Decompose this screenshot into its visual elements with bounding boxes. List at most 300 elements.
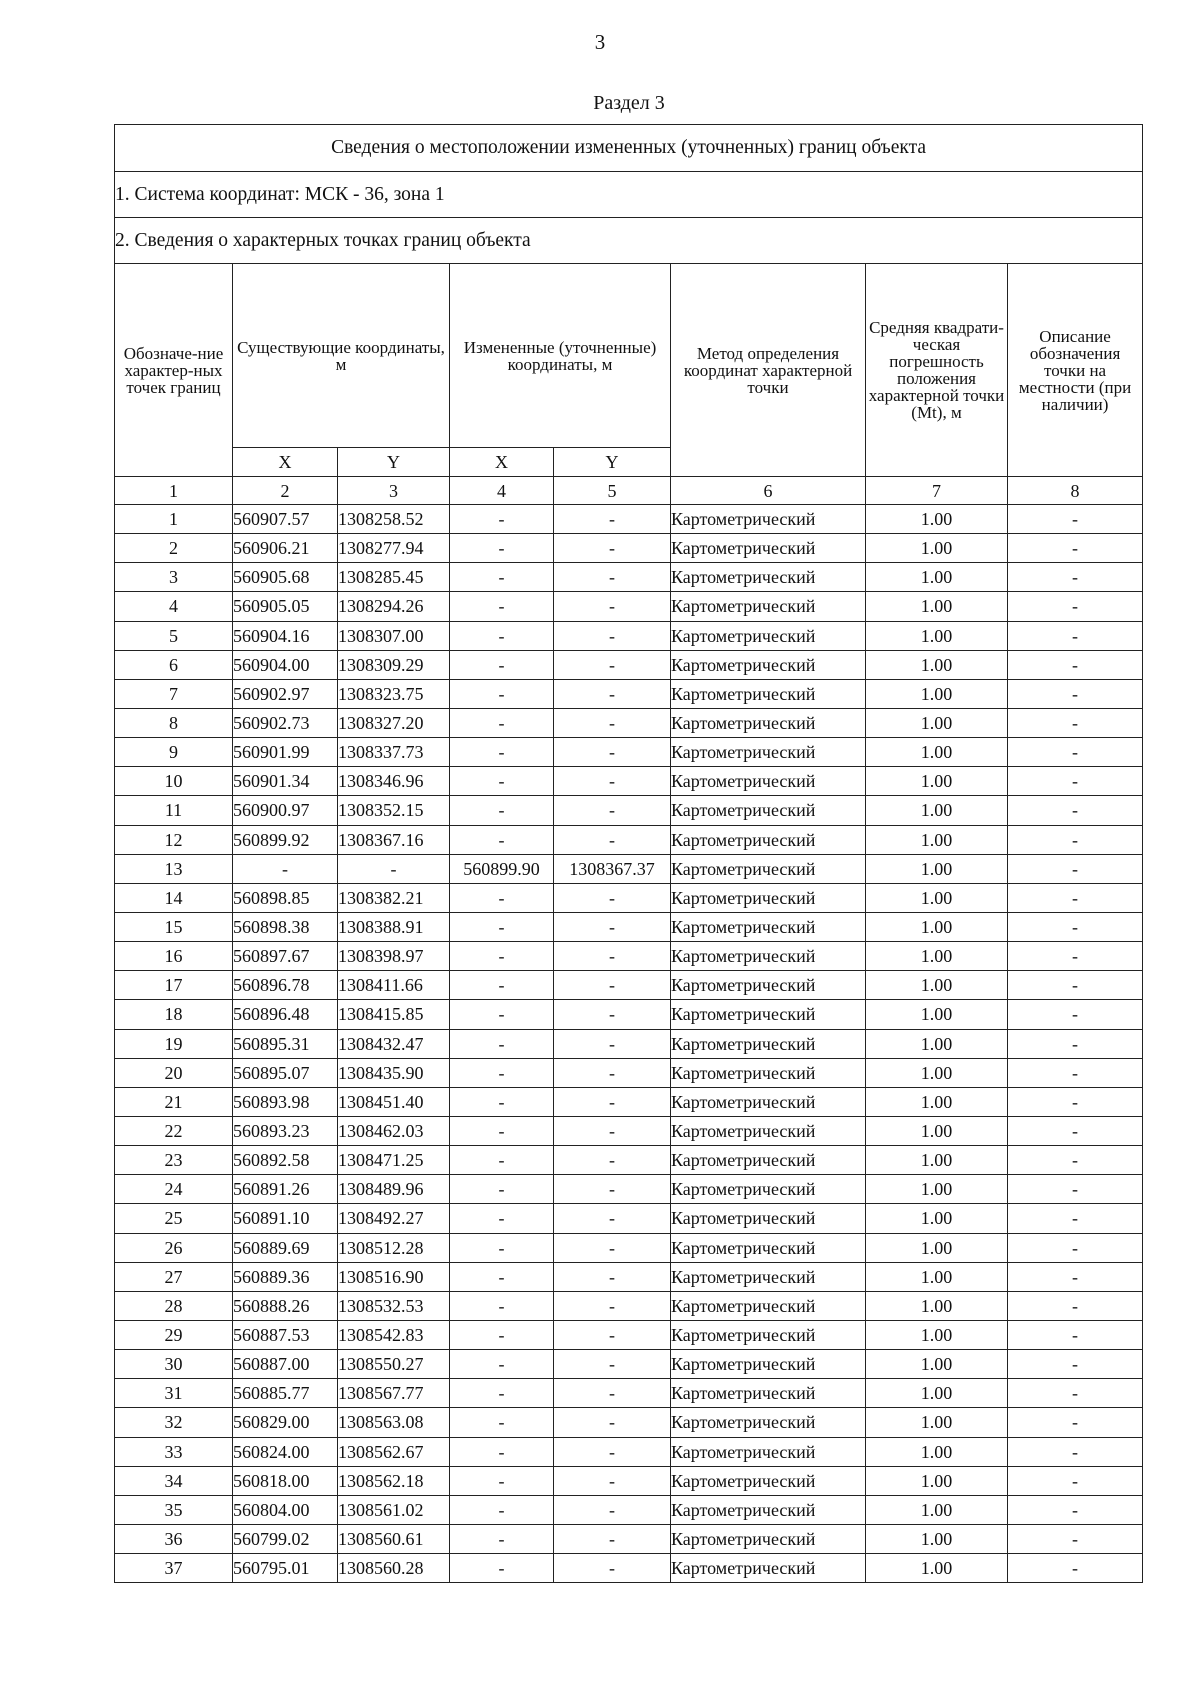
cell-changed-y: - xyxy=(554,592,671,621)
cell-method: Картометрический xyxy=(671,796,866,825)
table-row xyxy=(115,534,1143,563)
cell-description: - xyxy=(1008,854,1143,883)
cell-changed-x: - xyxy=(450,1320,554,1349)
column-number: 5 xyxy=(554,477,671,505)
cell-method: Картометрический xyxy=(671,1116,866,1145)
table-row xyxy=(115,1379,1143,1408)
cell-description: - xyxy=(1008,796,1143,825)
cell-description: - xyxy=(1008,1233,1143,1262)
cell-description: - xyxy=(1008,1320,1143,1349)
table-row xyxy=(115,679,1143,708)
table-row xyxy=(115,1058,1143,1087)
table-row xyxy=(115,621,1143,650)
table-row xyxy=(115,942,1143,971)
cell-changed-x: - xyxy=(450,1408,554,1437)
cell-description: - xyxy=(1008,1204,1143,1233)
cell-changed-y: - xyxy=(554,1495,671,1524)
cell-method: Картометрический xyxy=(671,738,866,767)
cell-changed-x: - xyxy=(450,505,554,534)
cell-changed-x: - xyxy=(450,1291,554,1320)
cell-changed-x: - xyxy=(450,912,554,941)
cell-method: Картометрический xyxy=(671,679,866,708)
cell-method: Картометрический xyxy=(671,1087,866,1116)
cell-changed-x: - xyxy=(450,1379,554,1408)
cell-changed-y: - xyxy=(554,621,671,650)
cell-point-id: 32 xyxy=(115,1408,233,1437)
cell-changed-x: - xyxy=(450,971,554,1000)
cell-method: Картометрический xyxy=(671,1495,866,1524)
cell-changed-y: - xyxy=(554,796,671,825)
cell-changed-x: - xyxy=(450,621,554,650)
cell-changed-x: - xyxy=(450,1000,554,1029)
cell-point-id: 25 xyxy=(115,1204,233,1233)
column-number: 3 xyxy=(338,477,450,505)
cell-description: - xyxy=(1008,825,1143,854)
cell-description: - xyxy=(1008,767,1143,796)
cell-changed-x: - xyxy=(450,650,554,679)
cell-point-id: 10 xyxy=(115,767,233,796)
cell-description: - xyxy=(1008,563,1143,592)
cell-existing-y: 1308294.26 xyxy=(338,592,450,621)
cell-existing-y: 1308512.28 xyxy=(338,1233,450,1262)
cell-error: 1.00 xyxy=(866,971,1008,1000)
cell-existing-x: 560889.36 xyxy=(233,1262,338,1291)
cell-point-id: 29 xyxy=(115,1320,233,1349)
cell-error: 1.00 xyxy=(866,505,1008,534)
cell-existing-x: 560898.38 xyxy=(233,912,338,941)
cell-changed-y: - xyxy=(554,1116,671,1145)
cell-error: 1.00 xyxy=(866,854,1008,883)
cell-error: 1.00 xyxy=(866,912,1008,941)
cell-description: - xyxy=(1008,1175,1143,1204)
cell-existing-x: 560891.10 xyxy=(233,1204,338,1233)
cell-description: - xyxy=(1008,1116,1143,1145)
section-title: Раздел 3 xyxy=(593,92,665,114)
cell-point-id: 12 xyxy=(115,825,233,854)
cell-description: - xyxy=(1008,592,1143,621)
cell-existing-y: 1308337.73 xyxy=(338,738,450,767)
header-existing-y: Y xyxy=(338,448,450,477)
cell-existing-x: 560893.23 xyxy=(233,1116,338,1145)
cell-error: 1.00 xyxy=(866,679,1008,708)
cell-point-id: 17 xyxy=(115,971,233,1000)
table-row xyxy=(115,1466,1143,1495)
cell-changed-x: - xyxy=(450,1146,554,1175)
cell-changed-y: - xyxy=(554,1524,671,1553)
cell-point-id: 31 xyxy=(115,1379,233,1408)
table-row xyxy=(115,1233,1143,1262)
cell-existing-y: 1308562.67 xyxy=(338,1437,450,1466)
header-description: Описание обозначения точки на местности (при наличии) xyxy=(1008,264,1143,477)
cell-existing-y: 1308285.45 xyxy=(338,563,450,592)
cell-existing-x: 560895.31 xyxy=(233,1029,338,1058)
table-row xyxy=(115,1262,1143,1291)
cell-existing-y: 1308542.83 xyxy=(338,1320,450,1349)
cell-changed-y: - xyxy=(554,883,671,912)
cell-existing-y: 1308411.66 xyxy=(338,971,450,1000)
cell-description: - xyxy=(1008,1466,1143,1495)
cell-existing-y: 1308352.15 xyxy=(338,796,450,825)
cell-existing-y: 1308532.53 xyxy=(338,1291,450,1320)
cell-description: - xyxy=(1008,1408,1143,1437)
cell-existing-x: 560902.73 xyxy=(233,708,338,737)
cell-point-id: 35 xyxy=(115,1495,233,1524)
cell-error: 1.00 xyxy=(866,1554,1008,1583)
cell-changed-x: - xyxy=(450,1524,554,1553)
cell-error: 1.00 xyxy=(866,942,1008,971)
table-row xyxy=(115,1087,1143,1116)
cell-point-id: 4 xyxy=(115,592,233,621)
cell-method: Картометрический xyxy=(671,650,866,679)
header-error: Средняя квадрати-ческая погрешность положения характерной точки (Mt), м xyxy=(866,264,1008,477)
cell-existing-y: - xyxy=(338,854,450,883)
table-row xyxy=(115,854,1143,883)
cell-changed-y: - xyxy=(554,971,671,1000)
header-changed-y: Y xyxy=(554,448,671,477)
cell-method: Картометрический xyxy=(671,1058,866,1087)
cell-description: - xyxy=(1008,1524,1143,1553)
cell-existing-x: 560889.69 xyxy=(233,1233,338,1262)
table-row xyxy=(115,1524,1143,1553)
cell-existing-y: 1308415.85 xyxy=(338,1000,450,1029)
header-existing-coords: Существующие координаты, м xyxy=(233,264,450,448)
cell-existing-x: 560829.00 xyxy=(233,1408,338,1437)
cell-existing-y: 1308563.08 xyxy=(338,1408,450,1437)
cell-error: 1.00 xyxy=(866,1000,1008,1029)
cell-description: - xyxy=(1008,1437,1143,1466)
cell-existing-y: 1308367.16 xyxy=(338,825,450,854)
cell-changed-y: - xyxy=(554,1029,671,1058)
cell-changed-x: - xyxy=(450,1437,554,1466)
cell-method: Картометрический xyxy=(671,592,866,621)
cell-error: 1.00 xyxy=(866,1146,1008,1175)
cell-point-id: 19 xyxy=(115,1029,233,1058)
cell-method: Картометрический xyxy=(671,1320,866,1349)
cell-existing-y: 1308309.29 xyxy=(338,650,450,679)
table-row xyxy=(115,1320,1143,1349)
cell-point-id: 1 xyxy=(115,505,233,534)
cell-changed-y: - xyxy=(554,767,671,796)
table-row xyxy=(115,708,1143,737)
cell-changed-x: - xyxy=(450,1495,554,1524)
cell-changed-x: - xyxy=(450,1204,554,1233)
cell-description: - xyxy=(1008,650,1143,679)
cell-existing-x: 560896.48 xyxy=(233,1000,338,1029)
cell-changed-x: - xyxy=(450,796,554,825)
cell-method: Картометрический xyxy=(671,1146,866,1175)
cell-existing-x: 560905.68 xyxy=(233,563,338,592)
table-row xyxy=(115,1000,1143,1029)
cell-error: 1.00 xyxy=(866,1116,1008,1145)
table-row xyxy=(115,1116,1143,1145)
cell-method: Картометрический xyxy=(671,534,866,563)
header-method: Метод определения координат характерной точки xyxy=(671,264,866,477)
cell-existing-y: 1308327.20 xyxy=(338,708,450,737)
cell-description: - xyxy=(1008,1350,1143,1379)
cell-existing-x: 560885.77 xyxy=(233,1379,338,1408)
cell-point-id: 7 xyxy=(115,679,233,708)
cell-description: - xyxy=(1008,621,1143,650)
cell-changed-y: - xyxy=(554,1320,671,1349)
table-title: Сведения о местоположении измененных (уточненных) границ объекта xyxy=(115,125,1143,172)
cell-changed-y: - xyxy=(554,1437,671,1466)
cell-error: 1.00 xyxy=(866,1233,1008,1262)
column-number: 6 xyxy=(671,477,866,505)
cell-changed-y: - xyxy=(554,1379,671,1408)
cell-description: - xyxy=(1008,1000,1143,1029)
cell-point-id: 16 xyxy=(115,942,233,971)
cell-changed-x: - xyxy=(450,708,554,737)
cell-error: 1.00 xyxy=(866,592,1008,621)
cell-point-id: 27 xyxy=(115,1262,233,1291)
cell-point-id: 37 xyxy=(115,1554,233,1583)
cell-error: 1.00 xyxy=(866,1204,1008,1233)
cell-error: 1.00 xyxy=(866,1408,1008,1437)
column-number-row xyxy=(115,477,1143,505)
cell-point-id: 24 xyxy=(115,1175,233,1204)
cell-existing-y: 1308432.47 xyxy=(338,1029,450,1058)
cell-error: 1.00 xyxy=(866,708,1008,737)
table-row xyxy=(115,650,1143,679)
cell-point-id: 6 xyxy=(115,650,233,679)
cell-error: 1.00 xyxy=(866,1466,1008,1495)
page-number: 3 xyxy=(594,30,606,54)
table-row xyxy=(115,1495,1143,1524)
cell-error: 1.00 xyxy=(866,767,1008,796)
cell-changed-x: - xyxy=(450,1116,554,1145)
cell-changed-x: - xyxy=(450,592,554,621)
cell-changed-x: - xyxy=(450,883,554,912)
cell-existing-y: 1308435.90 xyxy=(338,1058,450,1087)
cell-changed-y: - xyxy=(554,1233,671,1262)
cell-point-id: 34 xyxy=(115,1466,233,1495)
cell-point-id: 36 xyxy=(115,1524,233,1553)
cell-changed-y: - xyxy=(554,679,671,708)
table-row xyxy=(115,738,1143,767)
cell-description: - xyxy=(1008,1379,1143,1408)
cell-changed-x: - xyxy=(450,738,554,767)
cell-method: Картометрический xyxy=(671,1262,866,1291)
column-number: 1 xyxy=(115,477,233,505)
cell-changed-x: - xyxy=(450,534,554,563)
cell-changed-y: - xyxy=(554,1146,671,1175)
header-changed-coords: Измененные (уточненные) координаты, м xyxy=(450,264,671,448)
cell-error: 1.00 xyxy=(866,621,1008,650)
cell-existing-y: 1308451.40 xyxy=(338,1087,450,1116)
cell-existing-y: 1308307.00 xyxy=(338,621,450,650)
cell-changed-x: - xyxy=(450,942,554,971)
cell-description: - xyxy=(1008,1146,1143,1175)
cell-existing-y: 1308567.77 xyxy=(338,1379,450,1408)
cell-changed-x: - xyxy=(450,679,554,708)
cell-existing-y: 1308398.97 xyxy=(338,942,450,971)
cell-existing-y: 1308471.25 xyxy=(338,1146,450,1175)
table-row xyxy=(115,563,1143,592)
cell-changed-y: - xyxy=(554,1204,671,1233)
cell-method: Картометрический xyxy=(671,1437,866,1466)
cell-error: 1.00 xyxy=(866,1175,1008,1204)
cell-error: 1.00 xyxy=(866,825,1008,854)
cell-description: - xyxy=(1008,738,1143,767)
cell-method: Картометрический xyxy=(671,1466,866,1495)
cell-changed-x: 560899.90 xyxy=(450,854,554,883)
table-row xyxy=(115,1350,1143,1379)
cell-method: Картометрический xyxy=(671,854,866,883)
cell-point-id: 8 xyxy=(115,708,233,737)
table-row xyxy=(115,796,1143,825)
cell-description: - xyxy=(1008,912,1143,941)
cell-description: - xyxy=(1008,883,1143,912)
cell-point-id: 21 xyxy=(115,1087,233,1116)
cell-description: - xyxy=(1008,1029,1143,1058)
table-row xyxy=(115,505,1143,534)
cell-existing-x: 560904.00 xyxy=(233,650,338,679)
cell-point-id: 22 xyxy=(115,1116,233,1145)
cell-method: Картометрический xyxy=(671,767,866,796)
cell-method: Картометрический xyxy=(671,883,866,912)
cell-description: - xyxy=(1008,708,1143,737)
cell-error: 1.00 xyxy=(866,1058,1008,1087)
cell-existing-x: 560888.26 xyxy=(233,1291,338,1320)
cell-point-id: 20 xyxy=(115,1058,233,1087)
cell-changed-x: - xyxy=(450,563,554,592)
table-row xyxy=(115,1029,1143,1058)
cell-existing-x: 560899.92 xyxy=(233,825,338,854)
cell-existing-x: 560893.98 xyxy=(233,1087,338,1116)
cell-description: - xyxy=(1008,1291,1143,1320)
cell-method: Картометрический xyxy=(671,1379,866,1408)
header-changed-x: X xyxy=(450,448,554,477)
cell-existing-y: 1308550.27 xyxy=(338,1350,450,1379)
cell-method: Картометрический xyxy=(671,563,866,592)
table-row xyxy=(115,767,1143,796)
cell-changed-y: - xyxy=(554,534,671,563)
table-row xyxy=(115,1408,1143,1437)
cell-error: 1.00 xyxy=(866,650,1008,679)
cell-point-id: 33 xyxy=(115,1437,233,1466)
cell-changed-y: - xyxy=(554,505,671,534)
cell-changed-y: 1308367.37 xyxy=(554,854,671,883)
cell-existing-x: 560892.58 xyxy=(233,1146,338,1175)
cell-point-id: 28 xyxy=(115,1291,233,1320)
cell-changed-y: - xyxy=(554,738,671,767)
cell-method: Картометрический xyxy=(671,1204,866,1233)
cell-error: 1.00 xyxy=(866,1029,1008,1058)
cell-changed-x: - xyxy=(450,1466,554,1495)
cell-error: 1.00 xyxy=(866,883,1008,912)
cell-method: Картометрический xyxy=(671,1291,866,1320)
cell-existing-x: 560900.97 xyxy=(233,796,338,825)
cell-existing-y: 1308382.21 xyxy=(338,883,450,912)
cell-existing-x: 560901.99 xyxy=(233,738,338,767)
cell-changed-y: - xyxy=(554,1466,671,1495)
cell-description: - xyxy=(1008,942,1143,971)
cell-description: - xyxy=(1008,971,1143,1000)
cell-existing-y: 1308388.91 xyxy=(338,912,450,941)
cell-changed-y: - xyxy=(554,650,671,679)
table-body xyxy=(115,505,1143,1583)
cell-method: Картометрический xyxy=(671,825,866,854)
cell-method: Картометрический xyxy=(671,708,866,737)
cell-error: 1.00 xyxy=(866,1437,1008,1466)
cell-error: 1.00 xyxy=(866,1087,1008,1116)
cell-method: Картометрический xyxy=(671,912,866,941)
cell-changed-x: - xyxy=(450,1350,554,1379)
cell-existing-x: 560887.00 xyxy=(233,1350,338,1379)
cell-point-id: 26 xyxy=(115,1233,233,1262)
cell-point-id: 3 xyxy=(115,563,233,592)
column-number: 2 xyxy=(233,477,338,505)
table-row xyxy=(115,1204,1143,1233)
cell-method: Картометрический xyxy=(671,1000,866,1029)
cell-error: 1.00 xyxy=(866,1350,1008,1379)
table-row xyxy=(115,1291,1143,1320)
cell-existing-y: 1308560.61 xyxy=(338,1524,450,1553)
cell-error: 1.00 xyxy=(866,1524,1008,1553)
cell-method: Картометрический xyxy=(671,505,866,534)
points-heading: 2. Сведения о характерных точках границ объекта xyxy=(115,218,1143,264)
cell-method: Картометрический xyxy=(671,1350,866,1379)
cell-point-id: 18 xyxy=(115,1000,233,1029)
cell-error: 1.00 xyxy=(866,1320,1008,1349)
cell-error: 1.00 xyxy=(866,796,1008,825)
cell-point-id: 15 xyxy=(115,912,233,941)
cell-changed-y: - xyxy=(554,1058,671,1087)
cell-changed-y: - xyxy=(554,825,671,854)
cell-existing-x: 560799.02 xyxy=(233,1524,338,1553)
cell-existing-x: 560818.00 xyxy=(233,1466,338,1495)
table-row xyxy=(115,912,1143,941)
cell-existing-x: 560907.57 xyxy=(233,505,338,534)
cell-existing-y: 1308560.28 xyxy=(338,1554,450,1583)
table-row xyxy=(115,1437,1143,1466)
cell-existing-x: 560891.26 xyxy=(233,1175,338,1204)
cell-method: Картометрический xyxy=(671,971,866,1000)
cell-point-id: 14 xyxy=(115,883,233,912)
cell-description: - xyxy=(1008,1262,1143,1291)
cell-existing-y: 1308346.96 xyxy=(338,767,450,796)
cell-existing-y: 1308492.27 xyxy=(338,1204,450,1233)
cell-changed-x: - xyxy=(450,1233,554,1262)
cell-changed-x: - xyxy=(450,1262,554,1291)
cell-error: 1.00 xyxy=(866,1495,1008,1524)
cell-existing-x: 560887.53 xyxy=(233,1320,338,1349)
cell-error: 1.00 xyxy=(866,534,1008,563)
cell-changed-y: - xyxy=(554,1000,671,1029)
cell-description: - xyxy=(1008,679,1143,708)
cell-method: Картометрический xyxy=(671,1524,866,1553)
cell-changed-y: - xyxy=(554,1175,671,1204)
cell-changed-y: - xyxy=(554,1350,671,1379)
column-number: 7 xyxy=(866,477,1008,505)
cell-existing-x: 560904.16 xyxy=(233,621,338,650)
column-number: 8 xyxy=(1008,477,1143,505)
cell-method: Картометрический xyxy=(671,1175,866,1204)
cell-method: Картометрический xyxy=(671,942,866,971)
table-row xyxy=(115,971,1143,1000)
cell-error: 1.00 xyxy=(866,563,1008,592)
cell-changed-x: - xyxy=(450,1175,554,1204)
cell-method: Картометрический xyxy=(671,1029,866,1058)
cell-existing-x: 560898.85 xyxy=(233,883,338,912)
cell-changed-y: - xyxy=(554,708,671,737)
cell-description: - xyxy=(1008,1495,1143,1524)
cell-error: 1.00 xyxy=(866,1291,1008,1320)
cell-changed-y: - xyxy=(554,563,671,592)
boundary-points-table xyxy=(114,124,1143,1583)
coordinate-system: 1. Система координат: МСК - 36, зона 1 xyxy=(115,172,1143,218)
table-row xyxy=(115,825,1143,854)
